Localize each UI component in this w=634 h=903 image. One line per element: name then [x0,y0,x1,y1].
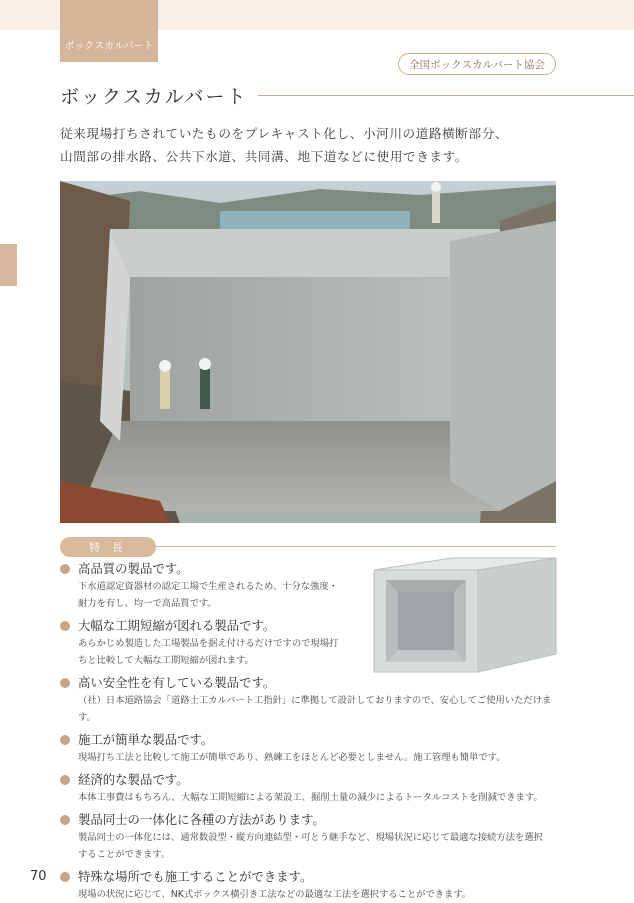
feature-title: 特殊な場所でも施工することができます。 [78,869,313,884]
feature-desc: 下水道認定資器材の認定工場で生産されるため、十分な強度・ [78,581,338,592]
feature-item [60,617,560,669]
side-index-tab [0,244,17,286]
construction-photo [60,181,556,523]
feature-title: 施工が簡単な製品です。 [78,732,214,747]
association-label: 全国ボックスカルバート協会 [409,58,545,71]
feature-title: 製品同士の一体化に各種の方法があります。 [78,812,325,827]
feature-desc: あらかじめ製造した工場製品を据え付けるだけですので現場打 [78,638,339,649]
feature-desc: ちと比較して大幅な工期短縮が図れます。 [78,655,254,666]
association-badge [398,53,556,75]
feature-desc: （社）日本道路協会「道路土工カルバート工指針」に準拠して設計しておりますので、安心してご使用いただけます。 [78,695,552,723]
feature-item [60,560,560,612]
section-tab-label: ボックスカルバート [64,41,154,52]
feature-item [60,731,560,766]
feature-desc: 現場の状況に応じて、NK式ボックス横引き工法などの最適な工法を選択することができます。 [78,889,472,900]
features-list [60,560,560,903]
bullet-icon [60,872,70,882]
page-number: 70 [30,869,47,884]
feature-desc: することができます。 [78,849,171,860]
feature-item [60,811,560,863]
feature-item [60,674,560,726]
feature-desc: 製品同士の一体化には、通常数設型・縦方向連結型・可とう継手など、現場状況に応じて最適な接続方法を選択 [78,832,543,843]
feature-desc: 本体工事費はもちろん、大幅な工期短縮による架設工、掘削土量の減少によるトータルコストを削減できます。 [78,792,543,803]
section-tab [60,0,158,62]
bullet-icon [60,735,70,745]
feature-item [60,771,560,806]
feature-title: 高い安全性を有している製品です。 [78,675,276,690]
intro-text [60,122,580,168]
intro-line-2: 山間部の排水路、公共下水道、共同溝、地下道などに使用できます。 [60,149,468,164]
feature-title: 高品質の製品です。 [78,561,189,576]
feature-desc: 耐力を有し、均一で高品質です。 [78,598,217,609]
feature-title: 経済的な製品です。 [78,772,189,787]
title-divider [258,95,634,96]
bullet-icon [60,815,70,825]
bullet-icon [60,564,70,574]
feature-item [60,868,560,903]
page-title: ボックスカルバート [60,86,248,108]
features-label: 特 長 [60,537,156,557]
intro-line-1: 従来現場打ちされていたものをプレキャスト化し、小河川の道路横断部分、 [60,126,509,141]
bullet-icon [60,621,70,631]
features-divider [156,546,556,547]
bullet-icon [60,678,70,688]
feature-title: 大幅な工期短縮が図れる製品です。 [78,618,276,633]
feature-desc: 現場打ち工法と比較して施工が簡単であり、熟練工をほとんど必要としません。施工管理も簡単です。 [78,752,506,763]
bullet-icon [60,775,70,785]
